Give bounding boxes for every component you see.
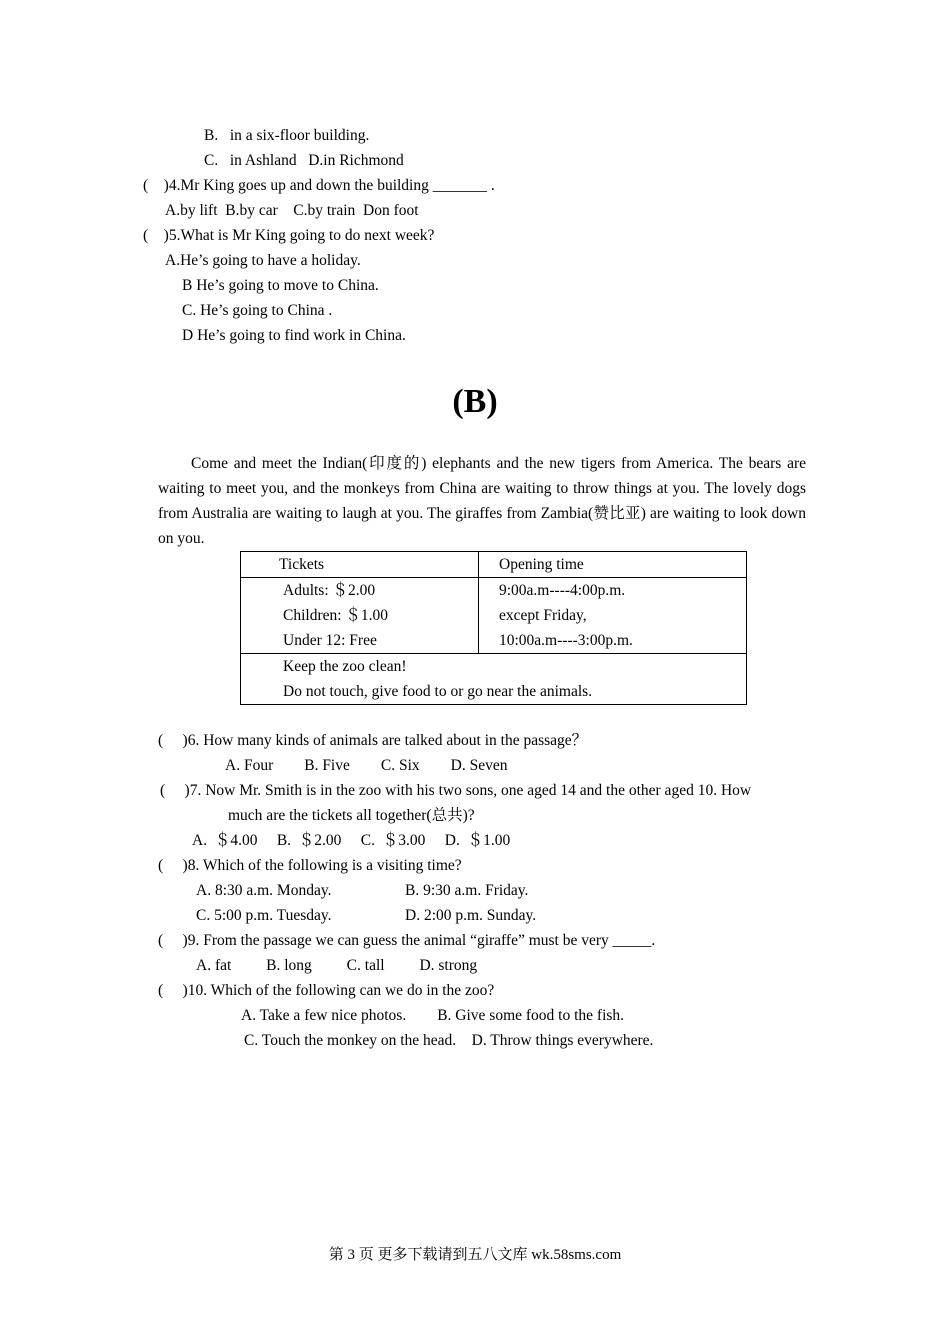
- q7-options: A. ＄4.00 B. ＄2.00 C. ＄3.00 D. ＄1.00: [192, 832, 511, 849]
- ticket-children: Children: ＄1.00: [283, 607, 389, 624]
- q9-stem: ( )9. From the passage we can guess the animal “giraffe” must be very _____.: [158, 932, 656, 949]
- q7-stem-continued: much are the tickets all together(总共)?: [228, 807, 475, 824]
- q8-option-c: C. 5:00 p.m. Tuesday.: [196, 907, 332, 924]
- q8-option-a: A. 8:30 a.m. Monday.: [196, 882, 332, 899]
- opening-line-2: except Friday,: [499, 607, 587, 624]
- q10-options-cd: C. Touch the monkey on the head. D. Throw things everywhere.: [244, 1032, 654, 1049]
- reading-passage: [158, 451, 806, 551]
- q9-options: A. fat B. long C. tall D. strong: [196, 957, 478, 974]
- passage-text: Come and meet the Indian(印度的) elephants and the new tigers from America. The bears are waiting to meet you, and the monkeys from China are waiting to throw things at you. The lovely dogs from Australia are waiting to laugh at you. The giraffes from Zambia(赞比亚) are waiting to look down on you.: [158, 455, 806, 547]
- table-header-tickets: Tickets: [241, 552, 479, 578]
- q8-option-b: B. 9:30 a.m. Friday.: [405, 882, 529, 899]
- zoo-rules-cell: [241, 654, 747, 705]
- rule-do-not-touch: Do not touch, give food to or go near the animals.: [283, 683, 593, 700]
- q7-stem: ( )7. Now Mr. Smith is in the zoo with his two sons, one aged 14 and the other aged 10. How: [160, 782, 752, 799]
- opening-line-1: 9:00a.m----4:00p.m.: [499, 582, 626, 599]
- q10-options-ab: A. Take a few nice photos. B. Give some food to the fish.: [241, 1007, 625, 1024]
- q5-option-a: A.He’s going to have a holiday.: [165, 252, 361, 269]
- zoo-info-table: [240, 551, 747, 705]
- rule-clean: Keep the zoo clean!: [283, 658, 407, 675]
- table-header-opening: Opening time: [479, 552, 747, 578]
- q8-option-d: D. 2:00 p.m. Sunday.: [405, 907, 537, 924]
- ticket-prices-cell: [241, 578, 479, 654]
- opening-line-3: 10:00a.m----3:00p.m.: [499, 632, 633, 649]
- q4-stem: ( )4.Mr King goes up and down the building _______ .: [143, 177, 495, 194]
- q5-option-b: B He’s going to move to China.: [182, 277, 379, 294]
- q5-stem: ( )5.What is Mr King going to do next week?: [143, 227, 435, 244]
- q6-options: A. Four B. Five C. Six D. Seven: [225, 757, 508, 774]
- q6-stem: ( )6. How many kinds of animals are talked about in the passage？: [158, 732, 588, 749]
- q5-option-c: C. He’s going to China .: [182, 302, 333, 319]
- q10-stem: ( )10. Which of the following can we do in the zoo?: [158, 982, 495, 999]
- q8-stem: ( )8. Which of the following is a visiting time?: [158, 857, 462, 874]
- q4-options: A.by lift B.by car C.by train Don foot: [165, 202, 419, 219]
- ticket-adults: Adults: ＄2.00: [283, 582, 376, 599]
- page-footer: 第 3 页 更多下载请到五八文库 wk.58sms.com: [328, 1247, 622, 1263]
- q3-option-cd: C. in Ashland D.in Richmond: [204, 152, 404, 169]
- q3-option-b: B. in a six-floor building.: [204, 127, 370, 144]
- q5-option-d: D He’s going to find work in China.: [182, 327, 406, 344]
- section-title: (B): [452, 383, 498, 420]
- opening-times-cell: [479, 578, 747, 654]
- ticket-under-12: Under 12: Free: [283, 632, 377, 649]
